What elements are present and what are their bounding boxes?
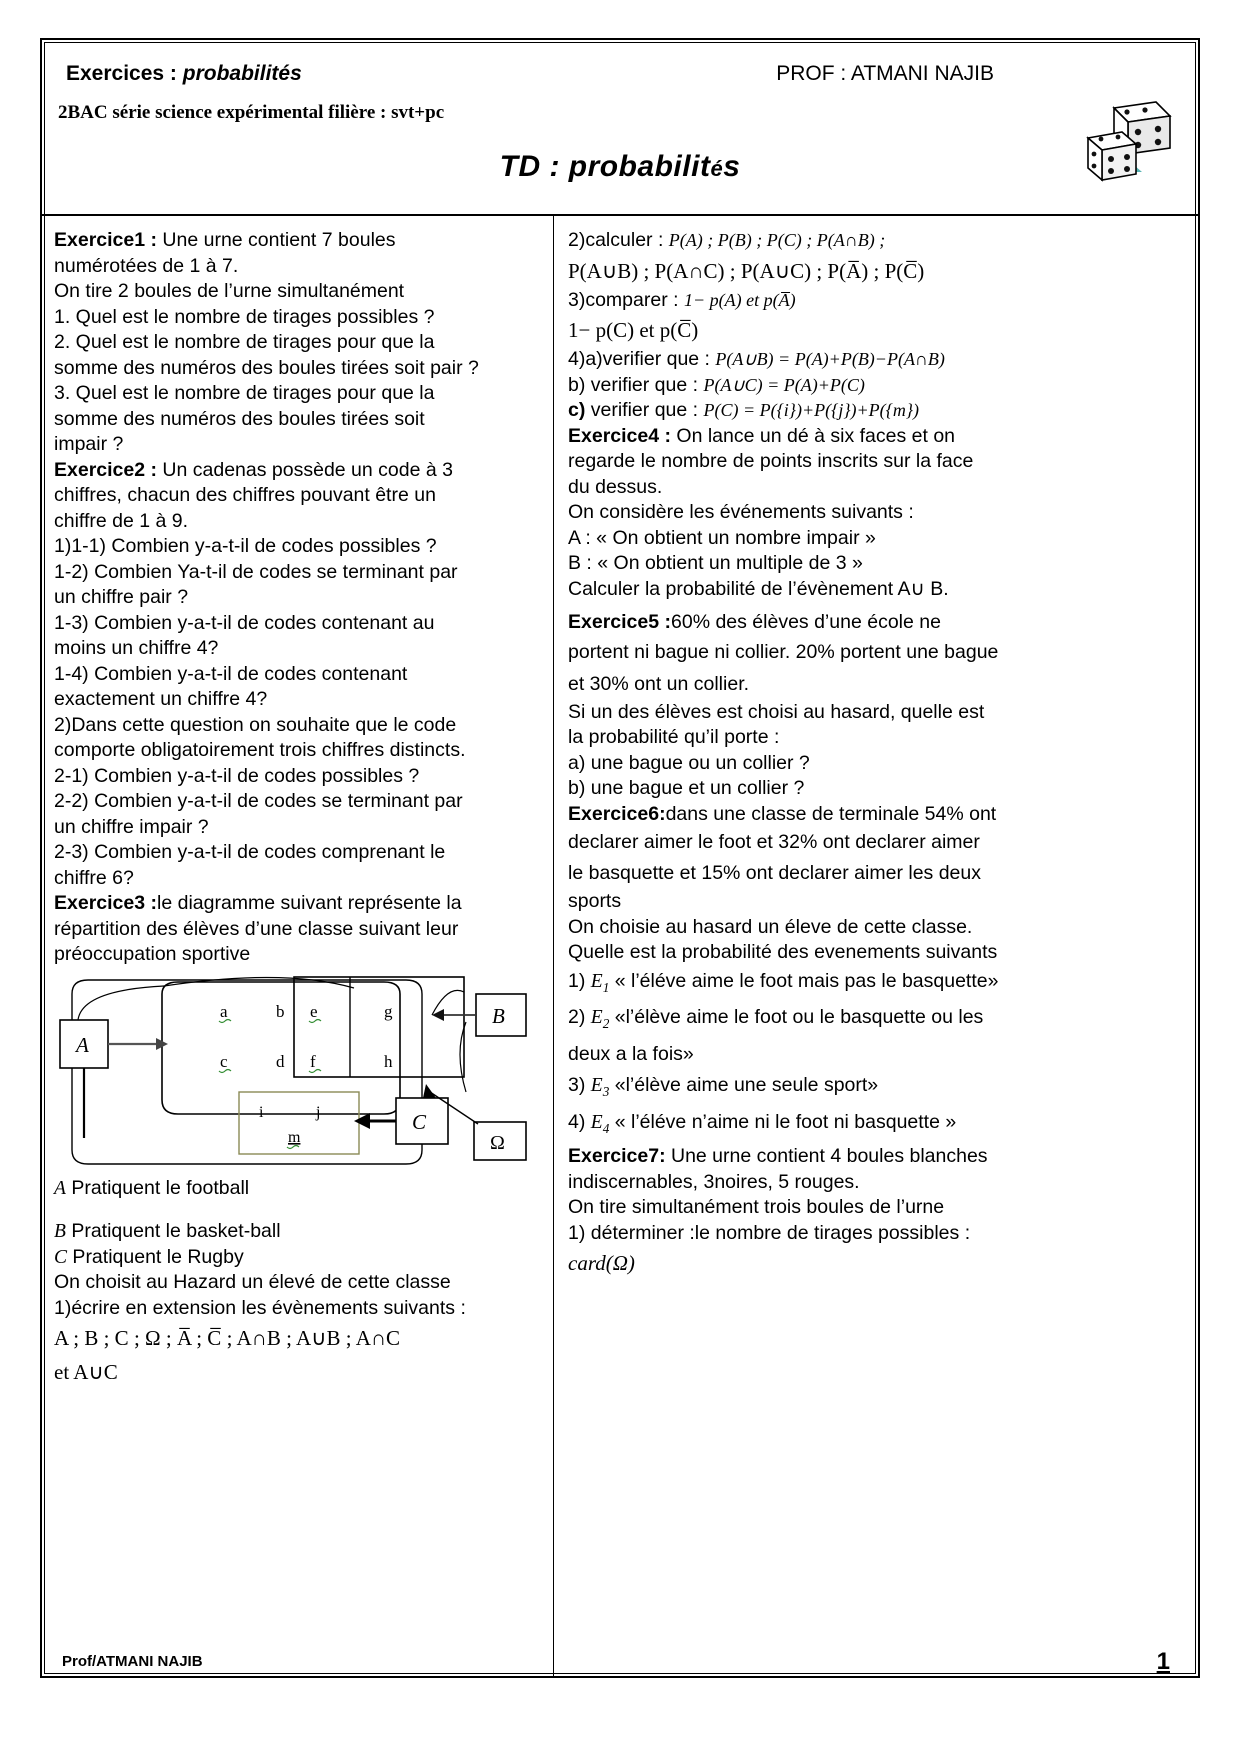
- exercice1-line: 2. Quel est le nombre de tirages pour que la: [54, 331, 435, 353]
- exercice7-line: On tire simultanément trois boules de l’urne: [568, 1196, 945, 1219]
- exercice4-line: B : « On obtient un multiple de 3 »: [568, 552, 863, 574]
- exercice6-item-symbol: E: [590, 1112, 603, 1134]
- exercice2-line: 1-3) Combien y-a-t-il de codes contenant au: [54, 611, 435, 634]
- exercice5-line: et 30% ont un collier.: [568, 672, 750, 695]
- exercice1-line: 3. Quel est le nombre de tirages pour que la: [54, 382, 435, 404]
- exercice6-label: Exercice6:: [568, 802, 666, 825]
- exercice2-label: Exercice2 :: [54, 458, 157, 481]
- exercise-title-italic: probabilités: [182, 62, 302, 85]
- exercice2-line: comporte obligatoirement trois chiffres distincts.: [54, 739, 466, 761]
- exercice5-first-line: [568, 610, 1188, 636]
- element-j: j: [316, 1103, 321, 1121]
- q2-prefix: 2)calculer :: [568, 229, 669, 251]
- exercice3-after-line: 1)écrire en extension les évènements suivants :: [54, 1296, 466, 1319]
- exercice7-line: indiscernables, 3noires, 5 rouges.: [568, 1170, 860, 1193]
- exercice2-line: 2)Dans cette question on souhaite que le code: [54, 713, 457, 736]
- venn-diagram-svg: [54, 972, 532, 1172]
- document-page: [40, 38, 1200, 1678]
- set-b-label: B: [492, 1003, 505, 1028]
- element-c: c: [220, 1051, 228, 1071]
- exercice5-line: a) une bague ou un collier ?: [568, 751, 810, 774]
- exercice2-line: chiffre 6?: [54, 866, 134, 889]
- q4b-formula: P(A∪C) = P(A)+P(C): [703, 374, 865, 395]
- page-footer: [42, 1638, 1198, 1678]
- exercice2-line: un chiffre impair ?: [54, 815, 209, 838]
- exercice5-line: portent ni bague ni collier. 20% portent une bague: [568, 640, 999, 663]
- exercice7-formula: card(Ω): [568, 1251, 635, 1276]
- exercice6-line: sports: [568, 890, 622, 912]
- legend-b-text: Pratiquent le basket-ball: [65, 1220, 281, 1242]
- exercice1-label: Exercice1 :: [54, 229, 157, 251]
- exercice6-line: On choisie au hasard un éleve de cette classe.: [568, 915, 973, 938]
- exercice1-line: 1. Quel est le nombre de tirages possibles ?: [54, 305, 435, 328]
- legend-c-symbol: C: [54, 1246, 68, 1268]
- exercise-title-plain: Exercices :: [66, 62, 183, 85]
- q4b-line: [568, 373, 1188, 399]
- exercice2-line: moins un chiffre 4?: [54, 637, 219, 659]
- professor-name: PROF : ATMANI NAJIB: [776, 62, 994, 85]
- exercice3-label: Exercice3 :: [54, 892, 157, 914]
- dice-icon: [1070, 98, 1180, 198]
- exercice1-line: impair ?: [54, 433, 124, 455]
- exercice6-item-num: 3): [568, 1074, 586, 1097]
- page-number: 1: [1156, 1648, 1170, 1675]
- q3-prefix: 3)comparer :: [568, 288, 684, 311]
- header-box: [40, 38, 1200, 216]
- exercice4-line: A : « On obtient un nombre impair »: [568, 526, 876, 549]
- header-top-row: [66, 62, 1174, 86]
- exercice4-first-line: [568, 424, 1188, 450]
- q4a-line: [568, 347, 1188, 373]
- exercice1-line-0: Une urne contient 7 boules: [157, 229, 396, 251]
- q3-formula-1: 1− p(A) et p(A̅): [683, 289, 796, 310]
- exercice5-line: Si un des élèves est choisi au hasard, quelle est: [568, 700, 985, 723]
- exercice2-line: 2-2) Combien y-a-t-il de codes se terminant par: [54, 790, 463, 812]
- q2-formula-1: P(A) ; P(B) ; P(C) ; P(A∩B) ;: [668, 230, 886, 250]
- element-a: a: [220, 1001, 228, 1021]
- exercice5-line-0: 60% des élèves d’une école ne: [671, 611, 941, 633]
- exercice6-item-text: « l’éléve aime le foot mais pas le basquette»: [614, 969, 999, 992]
- omega-region: [72, 980, 422, 1164]
- exercice5-line: la probabilité qu’il porte :: [568, 726, 780, 748]
- spacer: [568, 602, 1188, 610]
- q3-line: [568, 288, 1188, 314]
- legend-a-text: Pratiquent le football: [65, 1176, 250, 1199]
- exercice6-line-0: dans une classe de terminale 54% ont: [665, 802, 997, 825]
- q4b-prefix: b) verifier que :: [568, 373, 704, 396]
- exercice6-item-index: 3: [602, 1084, 610, 1100]
- exercice2-line: 1-2) Combien Ya-t-il de codes se terminant par: [54, 560, 458, 583]
- q4c-line: [568, 398, 1188, 424]
- exercice6-item-symbol: E: [590, 1075, 603, 1097]
- omega-label: Ω: [490, 1131, 505, 1154]
- exercice2-line: 1)1-1) Combien y-a-t-il de codes possibles ?: [54, 535, 437, 557]
- element-b: b: [276, 1001, 285, 1021]
- exercice2-line: 2-3) Combien y-a-t-il de codes comprenant le: [54, 841, 446, 863]
- exercice3-line: préoccupation sportive: [54, 943, 251, 965]
- exercice2-line: exactement un chiffre 4?: [54, 688, 268, 710]
- exercice1-line: On tire 2 boules de l’urne simultanément: [54, 280, 405, 302]
- exercice3-line: répartition des élèves d’une classe suivant leur: [54, 917, 459, 940]
- legend-b-symbol: B: [54, 1221, 66, 1242]
- element-e: e: [310, 1001, 318, 1021]
- class-subtitle: 2BAC série science expérimental filière : svt+pc: [58, 102, 445, 123]
- exercice4-label: Exercice4 :: [568, 424, 671, 447]
- element-f: f: [310, 1051, 316, 1071]
- document-title-end: s: [723, 150, 741, 183]
- exercice6-item-num: 2): [568, 1006, 586, 1029]
- footer-author: Prof/ATMANI NAJIB: [62, 1653, 203, 1670]
- exercice6-item-symbol: E: [590, 970, 603, 992]
- exercice6-item-text: «l’élève aime le foot ou le basquette ou les: [614, 1006, 984, 1029]
- q4a-formula: P(A∪B) = P(A)+P(B)−P(A∩B): [715, 349, 945, 369]
- exercice3-line-0: le diagramme suivant représente la: [157, 892, 462, 914]
- exercice6-item-num: 4): [568, 1111, 586, 1134]
- exercice6-line: Quelle est la probabilité des evenements suivants: [568, 941, 998, 963]
- exercice6-item: [568, 966, 1188, 1003]
- q2-formula-2: P(A∪B) ; P(A∩C) ; P(A∪C) ; P(A̅) ; P(C̅): [568, 258, 925, 283]
- venn-diagram: [54, 972, 532, 1172]
- exercice2-line: 2-1) Combien y-a-t-il de codes possibles ?: [54, 764, 420, 787]
- exercice6-line: le basquette et 15% ont declarer aimer les deux: [568, 862, 981, 884]
- document-title: [42, 150, 1198, 184]
- exercice7-line-0: Une urne contient 4 boules blanches: [665, 1145, 988, 1168]
- element-d: d: [276, 1051, 285, 1071]
- exercice5-label: Exercice5 :: [568, 611, 671, 633]
- element-m: m: [288, 1128, 301, 1146]
- exercice2-line: 1-4) Combien y-a-t-il de codes contenant: [54, 662, 408, 685]
- exercice6-item-index: 2: [602, 1016, 610, 1032]
- exercice4-line: regarde le nombre de points inscrits sur la face: [568, 450, 974, 472]
- legend-gap: [54, 1201, 543, 1219]
- right-column: [554, 216, 1198, 1676]
- exercice6-item-symbol: E: [590, 1007, 603, 1029]
- exercice3-first-line: [54, 891, 543, 917]
- exercice1-first-line: [54, 228, 543, 254]
- exercice7-first-line: [568, 1144, 1188, 1170]
- exercice4-line: On considère les événements suivants :: [568, 501, 914, 523]
- exercice4-line-0: On lance un dé à six faces et on: [671, 424, 956, 447]
- exercice5-line: b) une bague et un collier ?: [568, 777, 805, 799]
- element-i: i: [259, 1103, 264, 1121]
- exercice6-item-index: 1: [602, 979, 610, 995]
- exercice4-line: Calculer la probabilité de l’évènement A∪ B.: [568, 577, 949, 600]
- q4c-prefix: c): [568, 399, 586, 421]
- element-g: g: [384, 1001, 393, 1021]
- exercice2-line-0: Un cadenas possède un code à 3: [157, 458, 453, 481]
- exercice6-item: [568, 1107, 1188, 1144]
- exercice6-line: declarer aimer le foot et 32% ont declarer aimer: [568, 831, 980, 853]
- q3-formula-2: 1− p(C) et p(C̅): [568, 318, 699, 342]
- exercice6-item: [568, 1070, 1188, 1107]
- exercice1-line: somme des numéros des boules tirées soit pair ?: [54, 356, 479, 379]
- exercice6-item-text: «l’élève aime une seule sport»: [614, 1074, 879, 1097]
- exercice4-line: du dessus.: [568, 475, 663, 498]
- exercice1-line: numérotées de 1 à 7.: [54, 254, 239, 277]
- exercice2-line: chiffre de 1 à 9.: [54, 509, 189, 532]
- legend-c-text: Pratiquent le Rugby: [67, 1245, 244, 1268]
- document-title-main: TD : probabilit: [499, 150, 711, 183]
- exercice3-after-line: On choisit au Hazard un élevé de cette classe: [54, 1271, 451, 1293]
- exercice6-item-cont: deux a la fois»: [568, 1043, 694, 1066]
- legend-a-symbol: A: [54, 1177, 66, 1199]
- exercice3-events-list: A ; B ; C ; Ω ; A̅ ; C̅ ; A∩B ; A∪B ; A∩C: [54, 1326, 401, 1350]
- legend-b: [54, 1219, 543, 1245]
- set-c-label: C: [412, 1109, 427, 1134]
- exercise-title: [66, 62, 302, 86]
- left-column: [42, 216, 554, 1676]
- set-a-label: A: [76, 1032, 89, 1057]
- q4c-formula: P(C) = P({i})+P({j})+P({m}): [703, 400, 920, 420]
- set-b-region: [294, 977, 464, 1077]
- legend-c: [54, 1245, 543, 1271]
- exercice6-item: [568, 1002, 1188, 1039]
- q2-line: [568, 228, 1188, 254]
- exercice2-line: chiffres, chacun des chiffres pouvant être un: [54, 484, 436, 506]
- exercice6-item-index: 4: [602, 1121, 610, 1137]
- exercice7-label: Exercice7:: [568, 1145, 666, 1168]
- exercice7-line: 1) déterminer :le nombre de tirages possibles :: [568, 1221, 971, 1244]
- body-box: [40, 216, 1200, 1678]
- exercice6-first-line: [568, 802, 1188, 828]
- q4a-prefix: 4)a)verifier que :: [568, 348, 716, 370]
- q4c-mid: verifier que :: [585, 399, 704, 421]
- legend-a: [54, 1176, 543, 1202]
- exercice1-line: somme des numéros des boules tirées soit: [54, 407, 425, 430]
- element-h: h: [384, 1051, 393, 1071]
- document-title-accent: é: [710, 156, 724, 181]
- exercice2-line: un chiffre pair ?: [54, 586, 189, 608]
- exercice6-item-text: « l’éléve n’aime ni le foot ni basquette »: [614, 1111, 957, 1134]
- exercice6-item-num: 1): [568, 969, 586, 992]
- exercice2-first-line: [54, 458, 543, 484]
- exercice3-events-cont: et A∪C: [54, 1360, 118, 1384]
